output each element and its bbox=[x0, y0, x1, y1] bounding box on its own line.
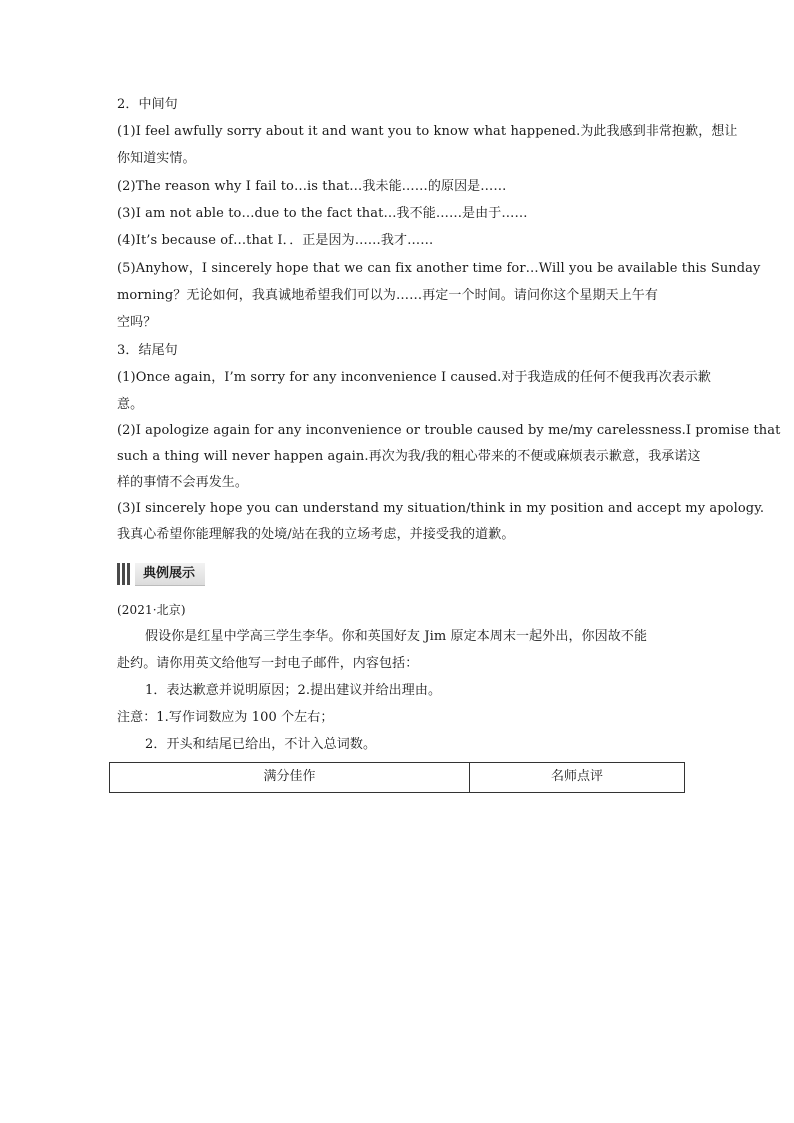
note-line-2: 2．开头和结尾已给出，不计入总词数。 bbox=[145, 737, 377, 752]
task-line-1: 假设你是红星中学高三学生李华。你和英国好友 Jim 原定本周末一起外出，你因故不能 bbox=[145, 629, 648, 644]
middle-line-1: (1)I feel awfully sorry about it and want you to know what happened.为此我感到非常抱歉，想让 bbox=[117, 124, 738, 139]
badge-bars-decoration bbox=[117, 563, 130, 585]
table-header-model-essay: 满分佳作 bbox=[110, 763, 470, 793]
ending-line-7: 我真心希望你能理解我的处境/站在我的立场考虑，并接受我的道歉。 bbox=[117, 527, 515, 542]
example-badge-label: 典例展示 bbox=[135, 563, 205, 586]
middle-line-8: 空吗？ bbox=[117, 315, 157, 330]
ending-line-6: (3)I sincerely hope you can understand my situation/think in my position and accept my apology. bbox=[117, 501, 765, 516]
middle-line-6: (5)Anyhow，I sincerely hope that we can fix another time for…Will you be available this Sunday bbox=[117, 261, 761, 276]
ending-line-5: 样的事情不会再发生。 bbox=[117, 475, 249, 490]
middle-line-5: (4)It’s because of…that I．．正是因为……我才…… bbox=[117, 233, 434, 248]
middle-line-2: 你知道实情。 bbox=[117, 151, 196, 166]
ending-line-2: 意。 bbox=[117, 397, 144, 412]
example-source: (2021·北京) bbox=[117, 603, 186, 617]
ending-line-1: (1)Once again，I’m sorry for any inconvenience I caused.对于我造成的任何不便我再次表示歉 bbox=[117, 370, 711, 385]
table-header-teacher-comment: 名师点评 bbox=[470, 763, 685, 793]
ending-line-4: such a thing will never happen again.再次为我/我的粗心带来的不便或麻烦表示歉意，我承诺这 bbox=[117, 449, 701, 464]
essay-evaluation-table bbox=[109, 762, 685, 793]
middle-line-7: morning？无论如何，我真诚地希望我们可以为……再定一个时间。请问你这个星期天上午有 bbox=[117, 288, 658, 303]
task-line-2: 赴约。请你用英文给他写一封电子邮件，内容包括： bbox=[117, 656, 419, 671]
middle-line-3: (2)The reason why I fail to…is that…我未能……的原因是…… bbox=[117, 179, 507, 194]
note-line-1: 注意：1.写作词数应为 100 个左右； bbox=[117, 710, 334, 725]
ending-heading: 3．结尾句 bbox=[117, 343, 178, 358]
ending-line-3: (2)I apologize again for any inconvenience or trouble caused by me/my carelessness.I promise that bbox=[117, 423, 781, 438]
example-section-badge bbox=[117, 560, 209, 588]
task-points: 1．表达歉意并说明原因；2.提出建议并给出理由。 bbox=[145, 683, 442, 698]
table-header-row bbox=[110, 763, 685, 793]
middle-line-4: (3)I am not able to…due to the fact that…我不能……是由于…… bbox=[117, 206, 528, 221]
middle-heading: 2．中间句 bbox=[117, 97, 178, 112]
